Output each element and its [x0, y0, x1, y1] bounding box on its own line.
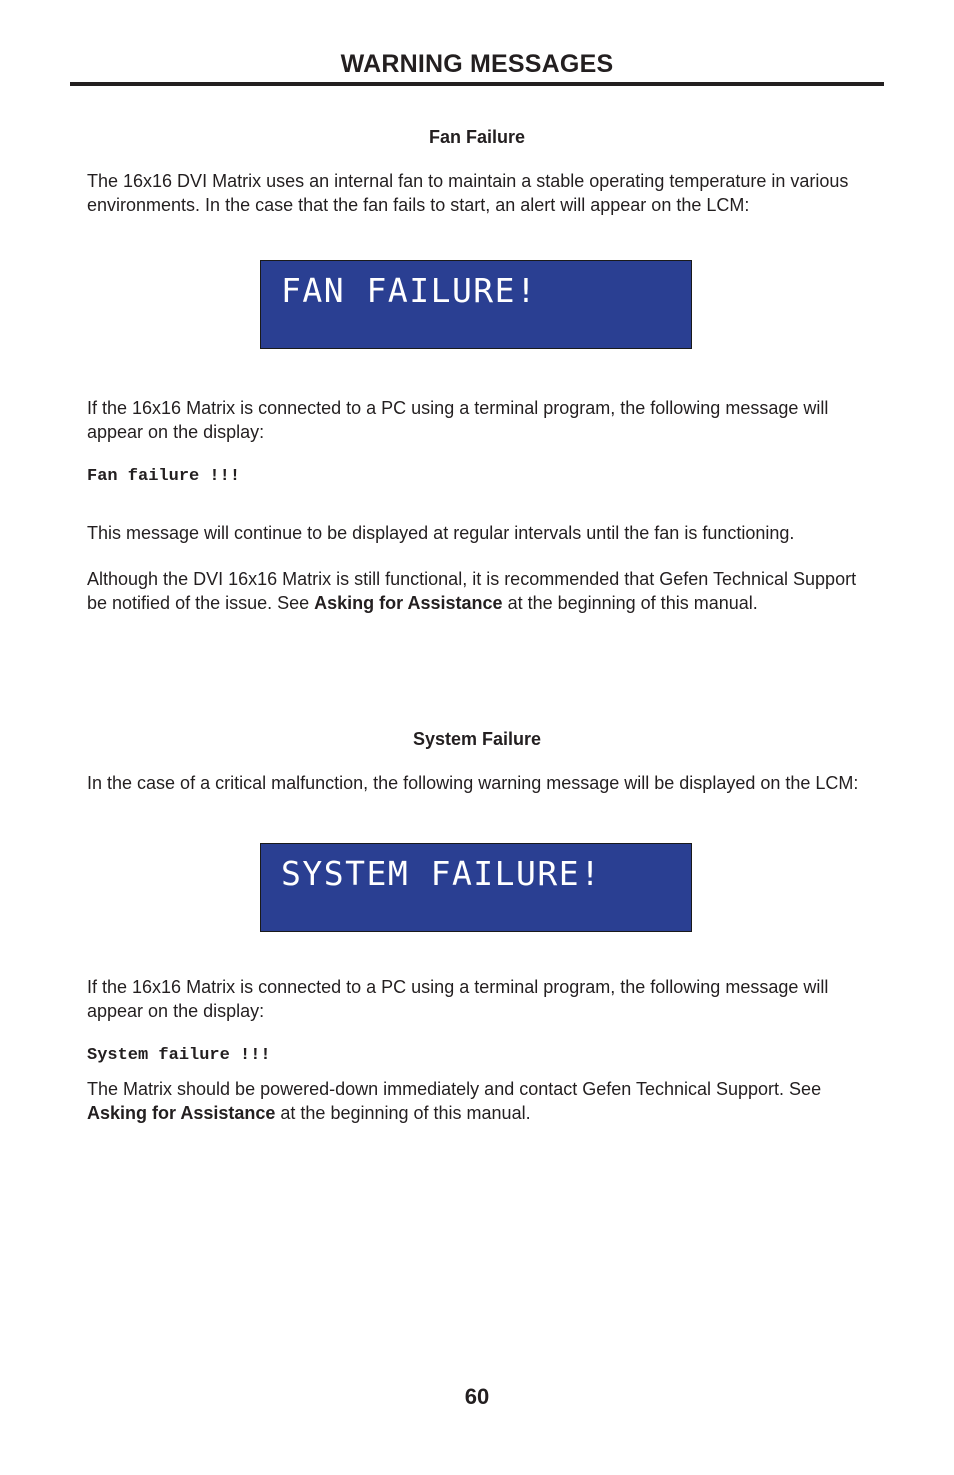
- system-failure-lcd-text: SYSTEM FAILURE!: [281, 854, 602, 893]
- fan-failure-support-post: at the beginning of this manual.: [502, 592, 758, 613]
- system-failure-action-pre: The Matrix should be powered-down immediately and contact Gefen Technical Support. See: [87, 1079, 822, 1099]
- fan-failure-heading: Fan Failure: [428, 127, 526, 147]
- fan-failure-lcd-display: [260, 260, 692, 349]
- fan-failure-lcd-text: FAN FAILURE!: [281, 271, 538, 310]
- fan-failure-repeat-note: This message will continue to be displayed at regular intervals until the fan is functioning.: [87, 523, 795, 543]
- fan-failure-support-note: [87, 568, 877, 615]
- page-number: 60: [464, 1384, 490, 1409]
- system-failure-action-post: at the beginning of this manual.: [275, 1102, 531, 1123]
- system-failure-intro: In the case of a critical malfunction, the following warning message will be displayed on the LCM:: [87, 773, 859, 793]
- system-failure-lcd-display: [260, 843, 692, 932]
- system-failure-action-note: [87, 1078, 877, 1125]
- page-title: WARNING MESSAGES: [340, 50, 614, 78]
- header-divider: [70, 82, 884, 86]
- system-failure-terminal-message: System failure !!!: [87, 1046, 271, 1065]
- fan-failure-intro: The 16x16 DVI Matrix uses an internal fan to maintain a stable operating temperature in various environments. In the case that the fan fails to start, an alert will appear on the LCM:: [87, 171, 849, 215]
- fan-failure-terminal-message: Fan failure !!!: [87, 467, 241, 486]
- fan-failure-support-pre: Although the DVI 16x16 Matrix is still functional, it is recommended that Gefen Technical Support be notified of the issue. See: [87, 569, 857, 613]
- asking-for-assistance-reference: Asking for Assistance: [314, 592, 503, 613]
- system-failure-heading: System Failure: [412, 729, 542, 749]
- fan-failure-terminal-intro: If the 16x16 Matrix is connected to a PC using a terminal program, the following message will appear on the display:: [87, 398, 829, 442]
- asking-for-assistance-reference: Asking for Assistance: [87, 1102, 276, 1123]
- system-failure-terminal-intro: If the 16x16 Matrix is connected to a PC using a terminal program, the following message will appear on the display:: [87, 977, 829, 1021]
